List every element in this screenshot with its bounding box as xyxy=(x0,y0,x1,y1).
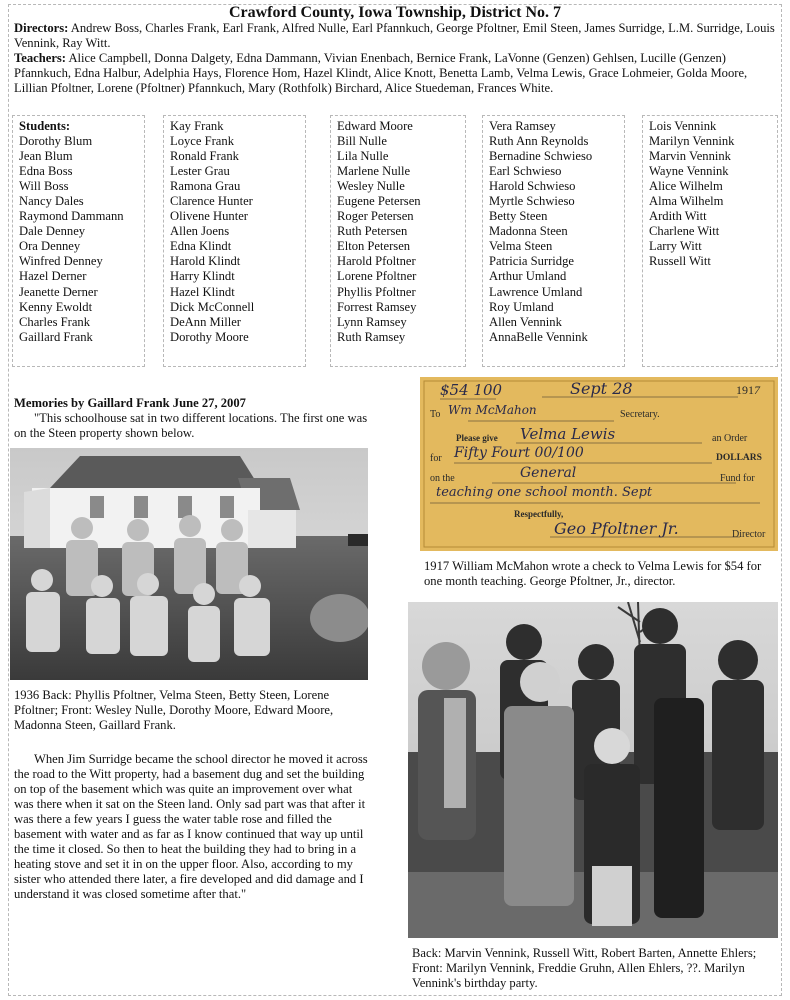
check-date: Sept 28 xyxy=(570,379,633,398)
student-name: Betty Steen xyxy=(489,209,548,224)
check-to-label: To xyxy=(430,409,441,420)
student-name: Bill Nulle xyxy=(337,134,388,149)
student-name: Roy Umland xyxy=(489,299,554,314)
student-name: Dale Denney xyxy=(19,224,86,239)
student-name: Ramona Grau xyxy=(170,179,241,194)
student-name: Hazel Derner xyxy=(19,269,87,284)
check-for-label: for xyxy=(430,453,442,464)
students-column-1 xyxy=(12,115,145,367)
student-name: Kenny Ewoldt xyxy=(19,299,93,314)
students-column-4 xyxy=(482,115,625,367)
student-name: Harry Klindt xyxy=(170,269,235,284)
student-name: Nancy Dales xyxy=(19,194,84,209)
student-name: Dick McConnell xyxy=(170,299,255,314)
student-name: Ronald Frank xyxy=(170,149,239,164)
directors-list xyxy=(14,21,776,51)
student-name: AnnaBelle Vennink xyxy=(489,329,588,344)
directors-names: Andrew Boss, Charles Frank, Earl Frank, Alfred Nulle, Earl Pfannkuch, George Pfoltner, Emil Steen, James Surridge, L.M. Surridge, Louis Vennink, Ray Witt. xyxy=(14,21,775,50)
student-name: Wayne Vennink xyxy=(649,164,729,179)
check-signature: Geo Pfoltner Jr. xyxy=(554,519,679,538)
student-name: Loyce Frank xyxy=(170,134,234,149)
check-secretary-label: Secretary. xyxy=(620,409,660,420)
student-name: Wesley Nulle xyxy=(337,179,405,194)
student-name: Elton Petersen xyxy=(337,239,411,254)
student-name: Eugene Petersen xyxy=(337,194,421,209)
check-amount: $54 100 xyxy=(440,381,503,399)
student-name: Lorene Pfoltner xyxy=(337,269,417,284)
check-to-name: Wm McMahon xyxy=(448,403,537,417)
student-name: Vera Ramsey xyxy=(489,119,556,133)
student-name: Edna Boss xyxy=(19,164,73,179)
check-on-the: on the xyxy=(430,473,455,484)
check-director-label: Director xyxy=(732,529,766,540)
student-name: Lila Nulle xyxy=(337,149,389,164)
teachers-list xyxy=(14,51,776,96)
check-caption: 1917 William McMahon wrote a check to Velma Lewis for $54 for one month teaching. George Pfoltner, Jr., director. xyxy=(424,559,762,588)
student-name: Forrest Ramsey xyxy=(337,299,417,314)
check-fund-for: Fund for xyxy=(720,473,755,484)
student-name: Jeanette Derner xyxy=(19,284,98,299)
student-name: Patricia Surridge xyxy=(489,254,574,269)
check-fund-name: General xyxy=(520,465,577,481)
student-name: Velma Steen xyxy=(489,239,553,254)
student-name: Ruth Petersen xyxy=(337,224,408,239)
teachers-names: Alice Campbell, Donna Dalgety, Edna Dammann, Vivian Enenbach, Bernice Frank, LaVonne (Genzen) Gehlsen, Lucille (Genzen) Pfannkuch, Edna Halbur, Adelphia Hays, Florence Hom, Hazel Klindt, Alice Knott, Benetta Lamb, Velma Lewis, Grace Lohmeier, Golda Moore, Lillian Pfoltner, Lorene (Pfoltner) Pfannkuch, Mary (Rothfolk) Birchard, Alice Stuedeman, Frances White. xyxy=(14,51,748,95)
student-name: Charles Frank xyxy=(19,314,90,329)
teachers-label: Teachers: xyxy=(14,51,66,65)
schoolhouse-photo-1936 xyxy=(10,448,368,680)
student-name: DeAnn Miller xyxy=(170,314,241,329)
check-respectfully: Respectfully, xyxy=(514,509,564,519)
student-name: Ora Denney xyxy=(19,239,81,254)
student-name: Roger Petersen xyxy=(337,209,414,224)
student-name: Will Boss xyxy=(19,179,69,194)
student-name: Ruth Ramsey xyxy=(337,329,406,344)
student-name: Arthur Umland xyxy=(489,269,567,284)
student-name: Edward Moore xyxy=(337,119,413,133)
check-please-give: Please give xyxy=(456,433,498,443)
directors-label: Directors: xyxy=(14,21,69,35)
students-column-5 xyxy=(642,115,778,367)
student-name: Winfred Denney xyxy=(19,254,103,269)
student-name: Ardith Witt xyxy=(649,209,707,224)
student-name: Charlene Witt xyxy=(649,224,720,239)
student-name: Dorothy Blum xyxy=(19,134,93,149)
students-column-2 xyxy=(163,115,306,367)
student-name: Gaillard Frank xyxy=(19,329,93,344)
check-1917 xyxy=(420,377,778,551)
student-name: Allen Vennink xyxy=(489,314,562,329)
memories-intro: "This schoolhouse sat in two different locations. The first one was on the Steen property shown below. xyxy=(14,411,368,440)
check-year-prefix: 191 xyxy=(736,383,754,397)
check-amount-words: Fifty Fourt 00/100 xyxy=(454,445,584,461)
student-name: Olivene Hunter xyxy=(170,209,248,224)
student-name: Lawrence Umland xyxy=(489,284,583,299)
student-name: Marilyn Vennink xyxy=(649,134,735,149)
student-name: Bernadine Schwieso xyxy=(489,149,593,164)
student-name: Raymond Dammann xyxy=(19,209,124,224)
check-year xyxy=(736,383,760,398)
check-an-order: an Order xyxy=(712,433,748,444)
student-name: Dorothy Moore xyxy=(170,329,249,344)
check-purpose: teaching one school month. Sept xyxy=(436,485,653,500)
student-name: Clarence Hunter xyxy=(170,194,253,209)
student-name: Lynn Ramsey xyxy=(337,314,407,329)
student-name: Larry Witt xyxy=(649,239,702,254)
student-name: Madonna Steen xyxy=(489,224,568,239)
student-name: Marvin Vennink xyxy=(649,149,731,164)
student-name: Jean Blum xyxy=(19,149,73,164)
student-name: Marlene Nulle xyxy=(337,164,411,179)
check-dollars: DOLLARS xyxy=(716,453,762,463)
student-name: Ruth Ann Reynolds xyxy=(489,134,589,149)
students-column-3 xyxy=(330,115,466,367)
check-payee: Velma Lewis xyxy=(520,425,616,443)
student-name: Earl Schwieso xyxy=(489,164,562,179)
student-name: Harold Pfoltner xyxy=(337,254,416,269)
student-name: Phyllis Pfoltner xyxy=(337,284,416,299)
page-title: Crawford County, Iowa Township, District No. 7 xyxy=(228,4,562,21)
birthday-party-photo xyxy=(408,602,778,938)
student-name: Harold Schwieso xyxy=(489,179,576,194)
student-name: Harold Klindt xyxy=(170,254,241,269)
check-year-suffix: 7 xyxy=(754,383,760,397)
students-label: Students: xyxy=(19,119,71,133)
memories-title: Memories by Gaillard Frank June 27, 2007 xyxy=(14,396,246,410)
birthday-party-caption: Back: Marvin Vennink, Russell Witt, Robert Barten, Annette Ehlers; Front: Marilyn Vennink, Freddie Gruhn, Allen Ehlers, ??. Marilyn Vennink's birthday party. xyxy=(412,946,757,990)
student-name: Myrtle Schwieso xyxy=(489,194,575,209)
student-name: Edna Klindt xyxy=(170,239,232,254)
memories-story: When Jim Surridge became the school director he moved it across the road to the Witt property, had a basement dug and set the building on top of the basement which was quite an improvement over what was there when it sat on the Steen land. Only sad part was that after it was there a few years I guess the water table rose and filled the basement with water and as far as I know continued that way up until the time it closed. So then to heat the building they had to bring in a heating stove and set it in on the upper floor. Also, according to my sister who attended there later, a fire developed and did damage and I understand it was closed sometime after that." xyxy=(14,752,368,901)
photo-1936-caption: 1936 Back: Phyllis Pfoltner, Velma Steen, Betty Steen, Lorene Pfoltner; Front: Wesley Nulle, Dorothy Moore, Edward Moore, Madonna Steen, Gaillard Frank. xyxy=(14,688,334,732)
student-name: Hazel Klindt xyxy=(170,284,235,299)
student-name: Russell Witt xyxy=(649,254,711,269)
student-name: Lester Grau xyxy=(170,164,230,179)
student-name: Alice Wilhelm xyxy=(649,179,723,194)
student-name: Alma Wilhelm xyxy=(649,194,724,209)
student-name: Lois Vennink xyxy=(649,119,717,133)
student-name: Kay Frank xyxy=(170,119,224,133)
student-name: Allen Joens xyxy=(170,224,230,239)
